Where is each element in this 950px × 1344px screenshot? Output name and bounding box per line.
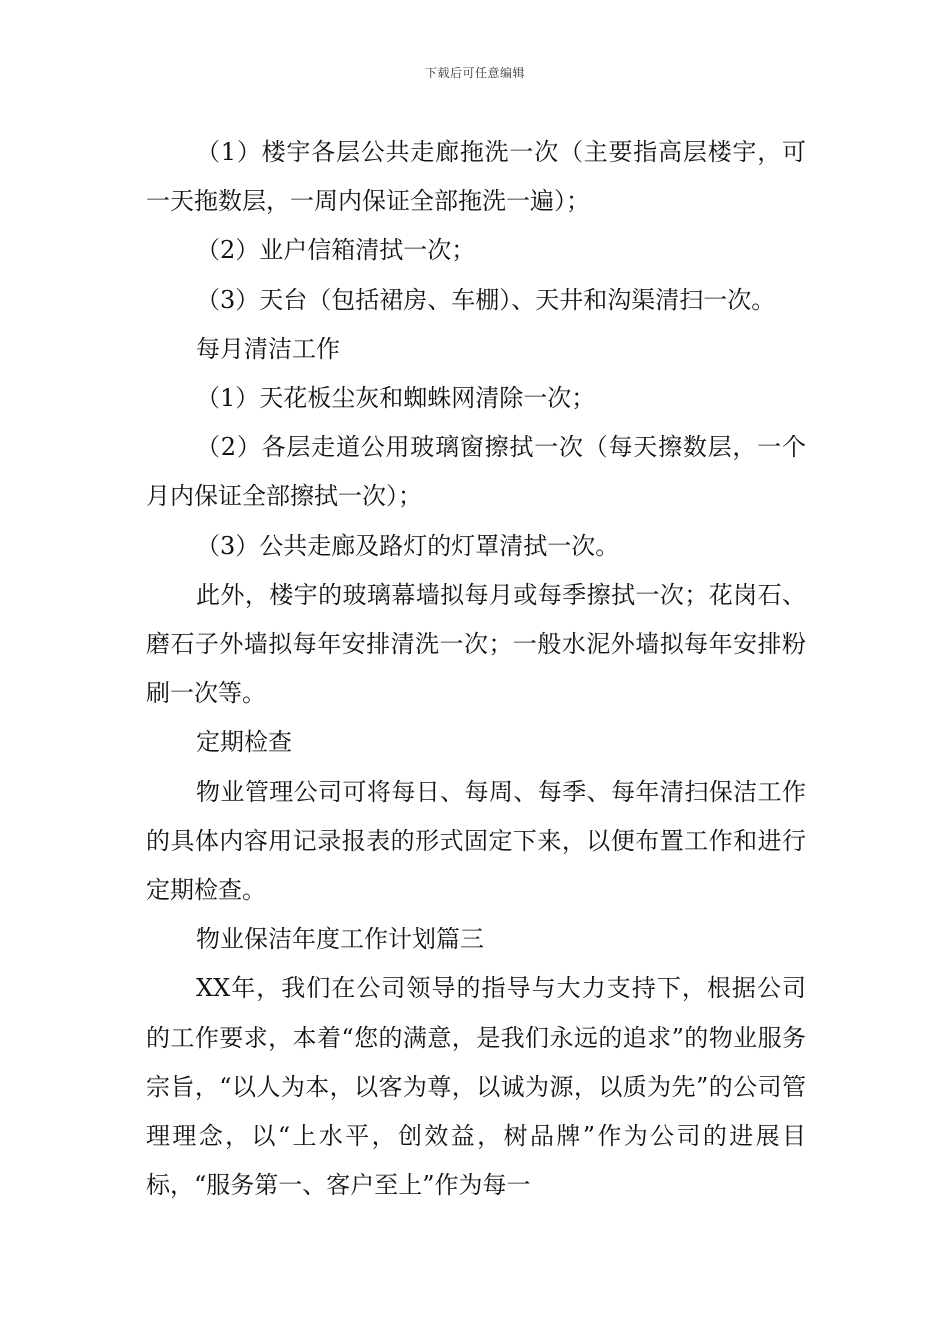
paragraph-mailbox: （2）业户信箱清拭一次； (196, 236, 476, 265)
paragraph-exterior-walls: 此外，楼宇的玻璃幕墙拟每月或每季擦拭一次；花岗石、磨石子外墙拟每年安排清洗一次；一般水泥外墙拟每年安排粉刷一次等。 (146, 580, 806, 708)
page-header: 下载后可任意编辑 (424, 66, 525, 80)
paragraph-lamps: （3）公共走廊及路灯的灯罩清拭一次。 (196, 531, 620, 560)
paragraph-rooftop: （3）天台（包括裙房、车棚）、天井和沟渠清扫一次。 (196, 285, 776, 314)
paragraph-floor-corridor: （1）楼宇各层公共走廊拖洗一次（主要指高层楼宇，可一天拖数层，一周内保证全部拖洗一遍）； (146, 138, 806, 216)
section-heading-plan-three: 物业保洁年度工作计划篇三 (196, 925, 484, 954)
paragraph-ceiling: （1）天花板尘灰和蜘蛛网清除一次； (196, 384, 596, 413)
section-heading-inspection: 定期检查 (196, 728, 292, 757)
paragraph-annual-plan: XX年，我们在公司领导的指导与大力支持下，根据公司的工作要求，本着“您的满意，是我们永远的追求”的物业服务宗旨，“以人为本，以客为尊，以诚为源，以质为先”的公司管理理念，以“上水平，创效益，树品牌”作为公司的进展目标，“服务第一、客户至上”作为每一 (146, 974, 806, 1200)
paragraph-windows: （2）各层走道公用玻璃窗擦拭一次（每天擦数层，一个月内保证全部擦拭一次）； (146, 433, 806, 511)
section-heading-monthly: 每月清洁工作 (196, 334, 340, 363)
document-body (146, 128, 806, 1210)
paragraph-inspection: 物业管理公司可将每日、每周、每季、每年清扫保洁工作的具体内容用记录报表的形式固定下来，以便布置工作和进行定期检查。 (146, 777, 806, 905)
